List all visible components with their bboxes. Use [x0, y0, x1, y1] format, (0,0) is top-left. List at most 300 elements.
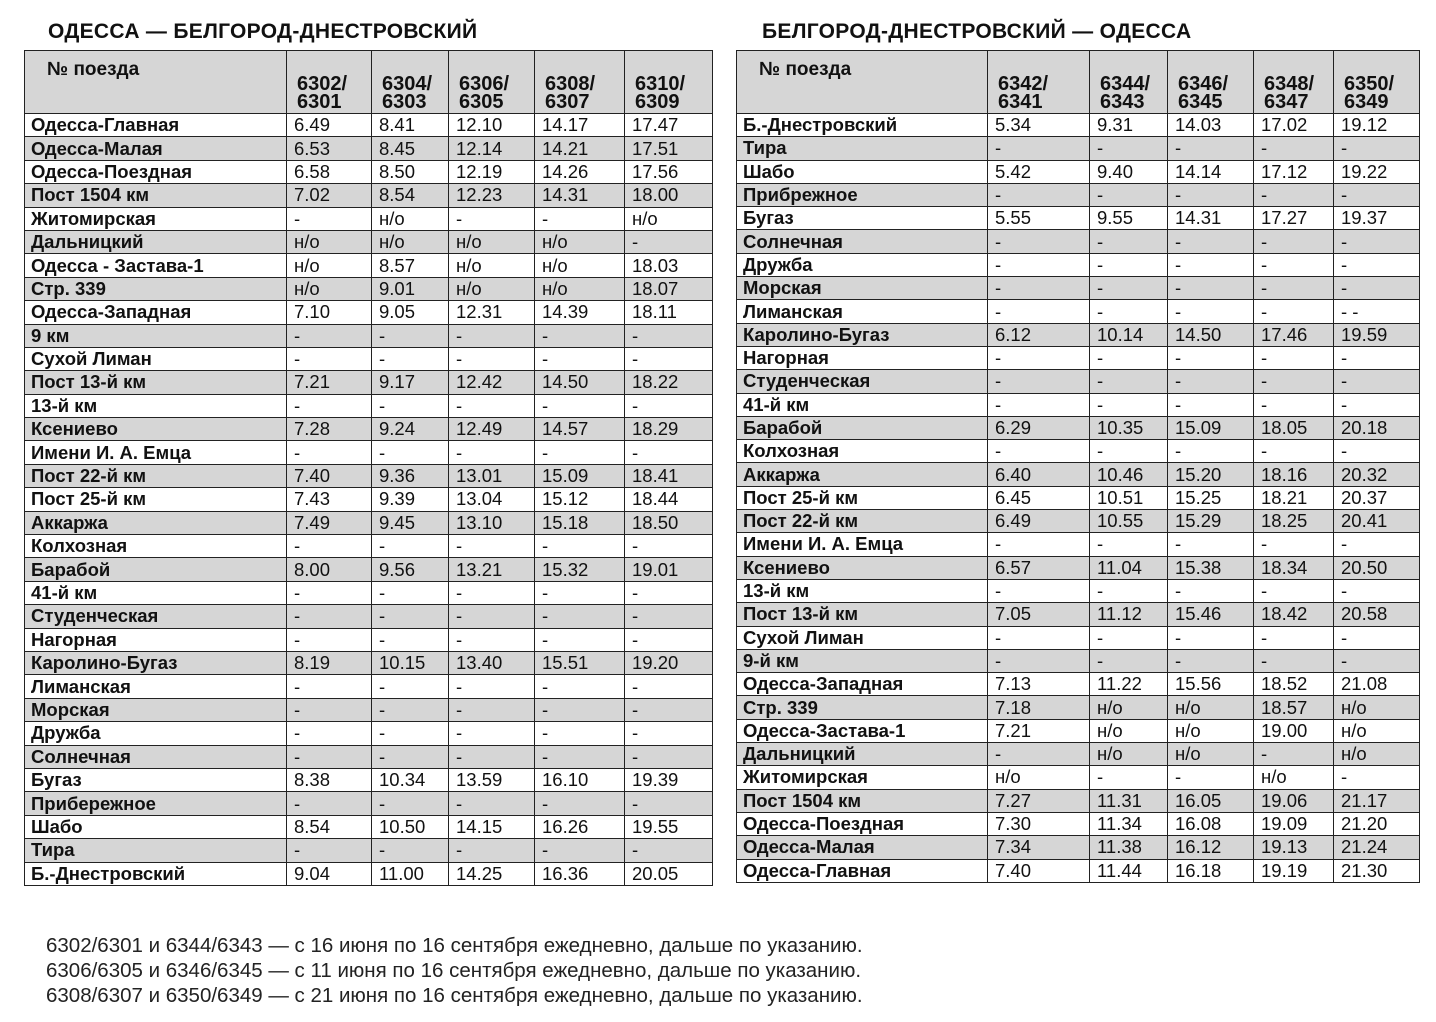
station-name: Дружба — [25, 722, 287, 745]
time-cell: - — [625, 347, 713, 370]
table-row — [25, 371, 713, 394]
time-cell: - — [535, 207, 625, 230]
time-cell: - — [449, 347, 535, 370]
time-cell: 17.27 — [1254, 207, 1334, 230]
time-cell: 13.21 — [449, 558, 535, 581]
station-name: Прибрежное — [737, 183, 988, 206]
time-cell: 19.22 — [1334, 160, 1420, 183]
station-name: Ксениево — [737, 556, 988, 579]
time-cell: 19.06 — [1254, 789, 1334, 812]
time-cell: 10.34 — [372, 768, 449, 791]
time-cell: - — [1090, 137, 1168, 160]
time-cell: 7.21 — [988, 719, 1090, 742]
time-cell: н/о — [1334, 743, 1420, 766]
footnote: 6302/6301 и 6344/6343 — с 16 июня по 16 сентября ежедневно, дальше по указанию. — [46, 934, 863, 957]
time-cell: 7.30 — [988, 812, 1090, 835]
time-cell: 14.39 — [535, 301, 625, 324]
time-cell: - — [372, 792, 449, 815]
station-name: Тира — [25, 839, 287, 862]
time-cell: 6.57 — [988, 556, 1090, 579]
time-cell: - — [988, 370, 1090, 393]
time-cell: - — [1254, 393, 1334, 416]
time-cell: 9.55 — [1090, 207, 1168, 230]
time-cell: - — [1090, 183, 1168, 206]
train-number-column-header: 6306/ 6305 — [449, 51, 535, 114]
time-cell: - — [535, 441, 625, 464]
time-cell: 7.40 — [287, 464, 372, 487]
table-row — [737, 230, 1420, 253]
time-cell: - — [1168, 440, 1254, 463]
time-cell: - — [449, 839, 535, 862]
time-cell: 17.51 — [625, 137, 713, 160]
time-cell: - — [287, 535, 372, 558]
time-cell: - — [449, 535, 535, 558]
time-cell: 20.37 — [1334, 486, 1420, 509]
time-cell: - — [988, 533, 1090, 556]
table-row — [25, 207, 713, 230]
time-cell: - — [535, 745, 625, 768]
time-cell: н/о — [287, 254, 372, 277]
station-name: Нагорная — [25, 628, 287, 651]
time-cell: - — [372, 745, 449, 768]
time-cell: 7.43 — [287, 488, 372, 511]
time-cell: - — [1090, 300, 1168, 323]
time-cell: 10.46 — [1090, 463, 1168, 486]
time-cell: н/о — [1334, 696, 1420, 719]
time-cell: 14.17 — [535, 114, 625, 137]
time-cell: - — [372, 722, 449, 745]
table-row — [737, 114, 1420, 137]
time-cell: - — [988, 440, 1090, 463]
table-row — [737, 346, 1420, 369]
station-name: Одесса-Малая — [737, 836, 988, 859]
time-cell: 15.18 — [535, 511, 625, 534]
time-cell: 15.12 — [535, 488, 625, 511]
time-cell: - — [1090, 253, 1168, 276]
time-cell: 21.30 — [1334, 859, 1420, 882]
time-cell: 16.10 — [535, 768, 625, 791]
time-cell: н/о — [372, 230, 449, 253]
time-cell: - — [372, 581, 449, 604]
time-cell: - — [988, 579, 1090, 602]
time-cell: 19.39 — [625, 768, 713, 791]
table-row — [25, 347, 713, 370]
table-row — [25, 160, 713, 183]
time-cell: - — [1090, 626, 1168, 649]
station-name: Пост 13-й км — [737, 603, 988, 626]
time-cell: 21.17 — [1334, 789, 1420, 812]
time-cell: н/о — [449, 230, 535, 253]
time-cell: - — [988, 253, 1090, 276]
station-name: Лиманская — [25, 675, 287, 698]
time-cell: - — [372, 698, 449, 721]
station-name: Одесса-Главная — [737, 859, 988, 882]
time-cell: 10.15 — [372, 651, 449, 674]
table-row — [25, 698, 713, 721]
time-cell: 14.25 — [449, 862, 535, 885]
time-cell: 8.41 — [372, 114, 449, 137]
time-cell: 16.26 — [535, 815, 625, 838]
time-cell: 10.55 — [1090, 510, 1168, 533]
time-cell: 7.34 — [988, 836, 1090, 859]
time-cell: 16.36 — [535, 862, 625, 885]
time-cell: 19.59 — [1334, 323, 1420, 346]
time-cell: н/о — [1090, 696, 1168, 719]
time-cell: 13.59 — [449, 768, 535, 791]
table-row — [737, 556, 1420, 579]
time-cell: - — [1254, 230, 1334, 253]
time-cell: 10.51 — [1090, 486, 1168, 509]
time-cell: 10.35 — [1090, 416, 1168, 439]
table-row — [737, 393, 1420, 416]
time-cell: - — [1254, 183, 1334, 206]
time-cell: - — [1254, 579, 1334, 602]
time-cell: 19.01 — [625, 558, 713, 581]
time-cell: - — [1334, 393, 1420, 416]
table-row — [737, 323, 1420, 346]
time-cell: - — [535, 394, 625, 417]
time-cell: 12.49 — [449, 418, 535, 441]
table-row — [737, 719, 1420, 742]
time-cell: - — [988, 649, 1090, 672]
time-cell: - — [287, 347, 372, 370]
time-cell: 18.41 — [625, 464, 713, 487]
time-cell: - — [1334, 253, 1420, 276]
train-number-column-header: 6348/ 6347 — [1254, 51, 1334, 114]
time-cell: 14.15 — [449, 815, 535, 838]
time-cell: 13.04 — [449, 488, 535, 511]
time-cell: 13.40 — [449, 651, 535, 674]
time-cell: 20.41 — [1334, 510, 1420, 533]
time-cell: н/о — [449, 254, 535, 277]
table-row — [25, 277, 713, 300]
time-cell: 9.36 — [372, 464, 449, 487]
time-cell: 12.10 — [449, 114, 535, 137]
station-name: Пост 25-й км — [25, 488, 287, 511]
time-cell: 11.12 — [1090, 603, 1168, 626]
station-name: 41-й км — [25, 581, 287, 604]
table-row — [737, 836, 1420, 859]
time-cell: - — [372, 675, 449, 698]
table-row — [25, 605, 713, 628]
station-name: Пост 25-й км — [737, 486, 988, 509]
station-name: 9 км — [25, 324, 287, 347]
station-name: Имени И. А. Емца — [25, 441, 287, 464]
time-cell: 15.29 — [1168, 510, 1254, 533]
time-cell: - — [1168, 277, 1254, 300]
time-cell: 15.51 — [535, 651, 625, 674]
station-name: Пост 1504 км — [25, 184, 287, 207]
time-cell: 19.37 — [1334, 207, 1420, 230]
time-cell: 15.20 — [1168, 463, 1254, 486]
station-name: Нагорная — [737, 346, 988, 369]
time-cell: - — [1090, 346, 1168, 369]
table-row — [737, 859, 1420, 882]
time-cell: - — [449, 628, 535, 651]
train-number-column-header: 6344/ 6343 — [1090, 51, 1168, 114]
timetable-odessa-to-belgorod — [24, 50, 713, 886]
time-cell: 18.16 — [1254, 463, 1334, 486]
time-cell: - — [372, 324, 449, 347]
station-name: Пост 22-й км — [737, 510, 988, 533]
time-cell: 14.31 — [1168, 207, 1254, 230]
time-cell: 11.44 — [1090, 859, 1168, 882]
time-cell: - — [287, 675, 372, 698]
station-name: Шабо — [25, 815, 287, 838]
station-name: Солнечная — [737, 230, 988, 253]
time-cell: - — [988, 346, 1090, 369]
time-cell: - — [287, 581, 372, 604]
table-row — [737, 416, 1420, 439]
station-name: Колхозная — [25, 535, 287, 558]
station-name: Житомирская — [25, 207, 287, 230]
time-cell: - — [625, 605, 713, 628]
time-cell: - — [535, 675, 625, 698]
time-cell: н/о — [1168, 743, 1254, 766]
time-cell: - — [372, 605, 449, 628]
train-number-column-header: 6302/ 6301 — [287, 51, 372, 114]
time-cell: 7.28 — [287, 418, 372, 441]
station-name: Одесса-Малая — [25, 137, 287, 160]
time-cell: 17.02 — [1254, 114, 1334, 137]
train-number-column-header: 6304/ 6303 — [372, 51, 449, 114]
time-cell: - — [1254, 277, 1334, 300]
time-cell: - — [1168, 579, 1254, 602]
time-cell: 5.34 — [988, 114, 1090, 137]
time-cell: - — [1254, 253, 1334, 276]
table-row — [737, 253, 1420, 276]
time-cell: - — [535, 535, 625, 558]
time-cell: 20.58 — [1334, 603, 1420, 626]
table-row — [737, 207, 1420, 230]
time-cell: 9.24 — [372, 418, 449, 441]
time-cell: - — [988, 277, 1090, 300]
time-cell: - — [1254, 626, 1334, 649]
station-name: Одесса-Западная — [737, 673, 988, 696]
table-row — [25, 301, 713, 324]
time-cell: - — [1090, 440, 1168, 463]
station-name: 13-й км — [737, 579, 988, 602]
time-cell: - — [1254, 743, 1334, 766]
station-name: Пост 13-й км — [25, 371, 287, 394]
station-name: 41-й км — [737, 393, 988, 416]
station-name: Сухой Лиман — [25, 347, 287, 370]
time-cell: - — [988, 626, 1090, 649]
table-row — [25, 581, 713, 604]
time-cell: 11.38 — [1090, 836, 1168, 859]
time-cell: - — [1334, 183, 1420, 206]
time-cell: - — [1334, 277, 1420, 300]
time-cell: - — [625, 698, 713, 721]
train-number-column-header: 6346/ 6345 — [1168, 51, 1254, 114]
time-cell: н/о — [1334, 719, 1420, 742]
station-name: Студенческая — [737, 370, 988, 393]
time-cell: - — [535, 839, 625, 862]
time-cell: - — [535, 605, 625, 628]
station-name: Бугаз — [737, 207, 988, 230]
table-row — [25, 394, 713, 417]
time-cell: - — [1168, 649, 1254, 672]
time-cell: - — [449, 581, 535, 604]
timetable-belgorod-to-odessa — [736, 50, 1420, 883]
table-row — [737, 603, 1420, 626]
time-cell: - — [625, 745, 713, 768]
time-cell: - - — [1334, 300, 1420, 323]
table-row — [25, 488, 713, 511]
time-cell: 14.50 — [535, 371, 625, 394]
time-cell: - — [449, 722, 535, 745]
table-header-row — [737, 51, 1420, 114]
station-name: Аккаржа — [25, 511, 287, 534]
station-name: Морская — [25, 698, 287, 721]
time-cell: - — [287, 324, 372, 347]
station-name: Колхозная — [737, 440, 988, 463]
time-cell: - — [1254, 440, 1334, 463]
time-cell: 6.45 — [988, 486, 1090, 509]
time-cell: 9.31 — [1090, 114, 1168, 137]
time-cell: 12.31 — [449, 301, 535, 324]
time-cell: - — [449, 324, 535, 347]
time-cell: - — [535, 324, 625, 347]
table-row — [25, 324, 713, 347]
time-cell: 12.19 — [449, 160, 535, 183]
station-name: Дружба — [737, 253, 988, 276]
time-cell: 9.17 — [372, 371, 449, 394]
station-name: Одесса-Застава-1 — [737, 719, 988, 742]
time-cell: 14.50 — [1168, 323, 1254, 346]
time-cell: 6.58 — [287, 160, 372, 183]
time-cell: - — [287, 441, 372, 464]
time-cell: - — [1168, 393, 1254, 416]
station-name: Шабо — [737, 160, 988, 183]
time-cell: - — [372, 441, 449, 464]
time-cell: - — [625, 792, 713, 815]
time-cell: - — [1168, 346, 1254, 369]
time-cell: - — [449, 675, 535, 698]
time-cell: 18.11 — [625, 301, 713, 324]
train-number-column-header: 6310/ 6309 — [625, 51, 713, 114]
time-cell: 13.01 — [449, 464, 535, 487]
time-cell: - — [287, 839, 372, 862]
time-cell: 9.39 — [372, 488, 449, 511]
table-row — [737, 533, 1420, 556]
station-name: Имени И. А. Емца — [737, 533, 988, 556]
footnotes — [46, 933, 863, 1008]
time-cell: 18.34 — [1254, 556, 1334, 579]
station-name: 9-й км — [737, 649, 988, 672]
table-row — [737, 486, 1420, 509]
table-row — [25, 768, 713, 791]
time-cell: - — [372, 535, 449, 558]
table-row — [25, 137, 713, 160]
time-cell: - — [625, 675, 713, 698]
station-name: Барабой — [737, 416, 988, 439]
table-row — [25, 558, 713, 581]
time-cell: 18.07 — [625, 277, 713, 300]
table-row — [737, 649, 1420, 672]
time-cell: 21.24 — [1334, 836, 1420, 859]
table-row — [737, 743, 1420, 766]
table-row — [25, 628, 713, 651]
table-row — [737, 300, 1420, 323]
time-cell: - — [449, 745, 535, 768]
table-row — [25, 254, 713, 277]
time-cell: - — [1334, 137, 1420, 160]
time-cell: 19.20 — [625, 651, 713, 674]
time-cell: - — [449, 441, 535, 464]
time-cell: 7.10 — [287, 301, 372, 324]
time-cell: 7.02 — [287, 184, 372, 207]
time-cell: 9.05 — [372, 301, 449, 324]
time-cell: - — [449, 605, 535, 628]
station-name: Барабой — [25, 558, 287, 581]
station-name: Одесса-Западная — [25, 301, 287, 324]
station-name: Лиманская — [737, 300, 988, 323]
time-cell: - — [372, 347, 449, 370]
time-cell: 13.10 — [449, 511, 535, 534]
time-cell: - — [287, 722, 372, 745]
table-row — [737, 160, 1420, 183]
station-name: Морская — [737, 277, 988, 300]
time-cell: - — [625, 839, 713, 862]
station-name: Тира — [737, 137, 988, 160]
time-cell: 12.14 — [449, 137, 535, 160]
time-cell: 8.54 — [287, 815, 372, 838]
time-cell: 12.42 — [449, 371, 535, 394]
time-cell: - — [625, 535, 713, 558]
time-cell: - — [625, 441, 713, 464]
time-cell: н/о — [287, 230, 372, 253]
table-row — [25, 745, 713, 768]
time-cell: 16.08 — [1168, 812, 1254, 835]
time-cell: - — [372, 839, 449, 862]
time-cell: 20.05 — [625, 862, 713, 885]
time-cell: 18.05 — [1254, 416, 1334, 439]
time-cell: - — [988, 743, 1090, 766]
time-cell: - — [287, 207, 372, 230]
time-cell: - — [1168, 300, 1254, 323]
station-name: Стр. 339 — [25, 277, 287, 300]
table-row — [25, 511, 713, 534]
time-cell: 7.05 — [988, 603, 1090, 626]
table-row — [737, 370, 1420, 393]
time-cell: - — [1334, 766, 1420, 789]
time-cell: 11.31 — [1090, 789, 1168, 812]
time-cell: 7.18 — [988, 696, 1090, 719]
train-number-header: № поезда — [737, 51, 988, 114]
station-name: Солнечная — [25, 745, 287, 768]
time-cell: н/о — [1254, 766, 1334, 789]
time-cell: - — [449, 792, 535, 815]
time-cell: 8.50 — [372, 160, 449, 183]
time-cell: - — [287, 628, 372, 651]
time-cell: - — [1168, 626, 1254, 649]
station-name: Бугаз — [25, 768, 287, 791]
time-cell: - — [372, 394, 449, 417]
time-cell: 21.20 — [1334, 812, 1420, 835]
time-cell: - — [1168, 137, 1254, 160]
time-cell: н/о — [625, 207, 713, 230]
time-cell: - — [1090, 230, 1168, 253]
time-cell: - — [287, 394, 372, 417]
time-cell: - — [287, 698, 372, 721]
station-name: Каролино-Бугаз — [25, 651, 287, 674]
time-cell: 7.21 — [287, 371, 372, 394]
table-row — [737, 673, 1420, 696]
time-cell: - — [1254, 649, 1334, 672]
time-cell: н/о — [1168, 719, 1254, 742]
time-cell: 14.03 — [1168, 114, 1254, 137]
